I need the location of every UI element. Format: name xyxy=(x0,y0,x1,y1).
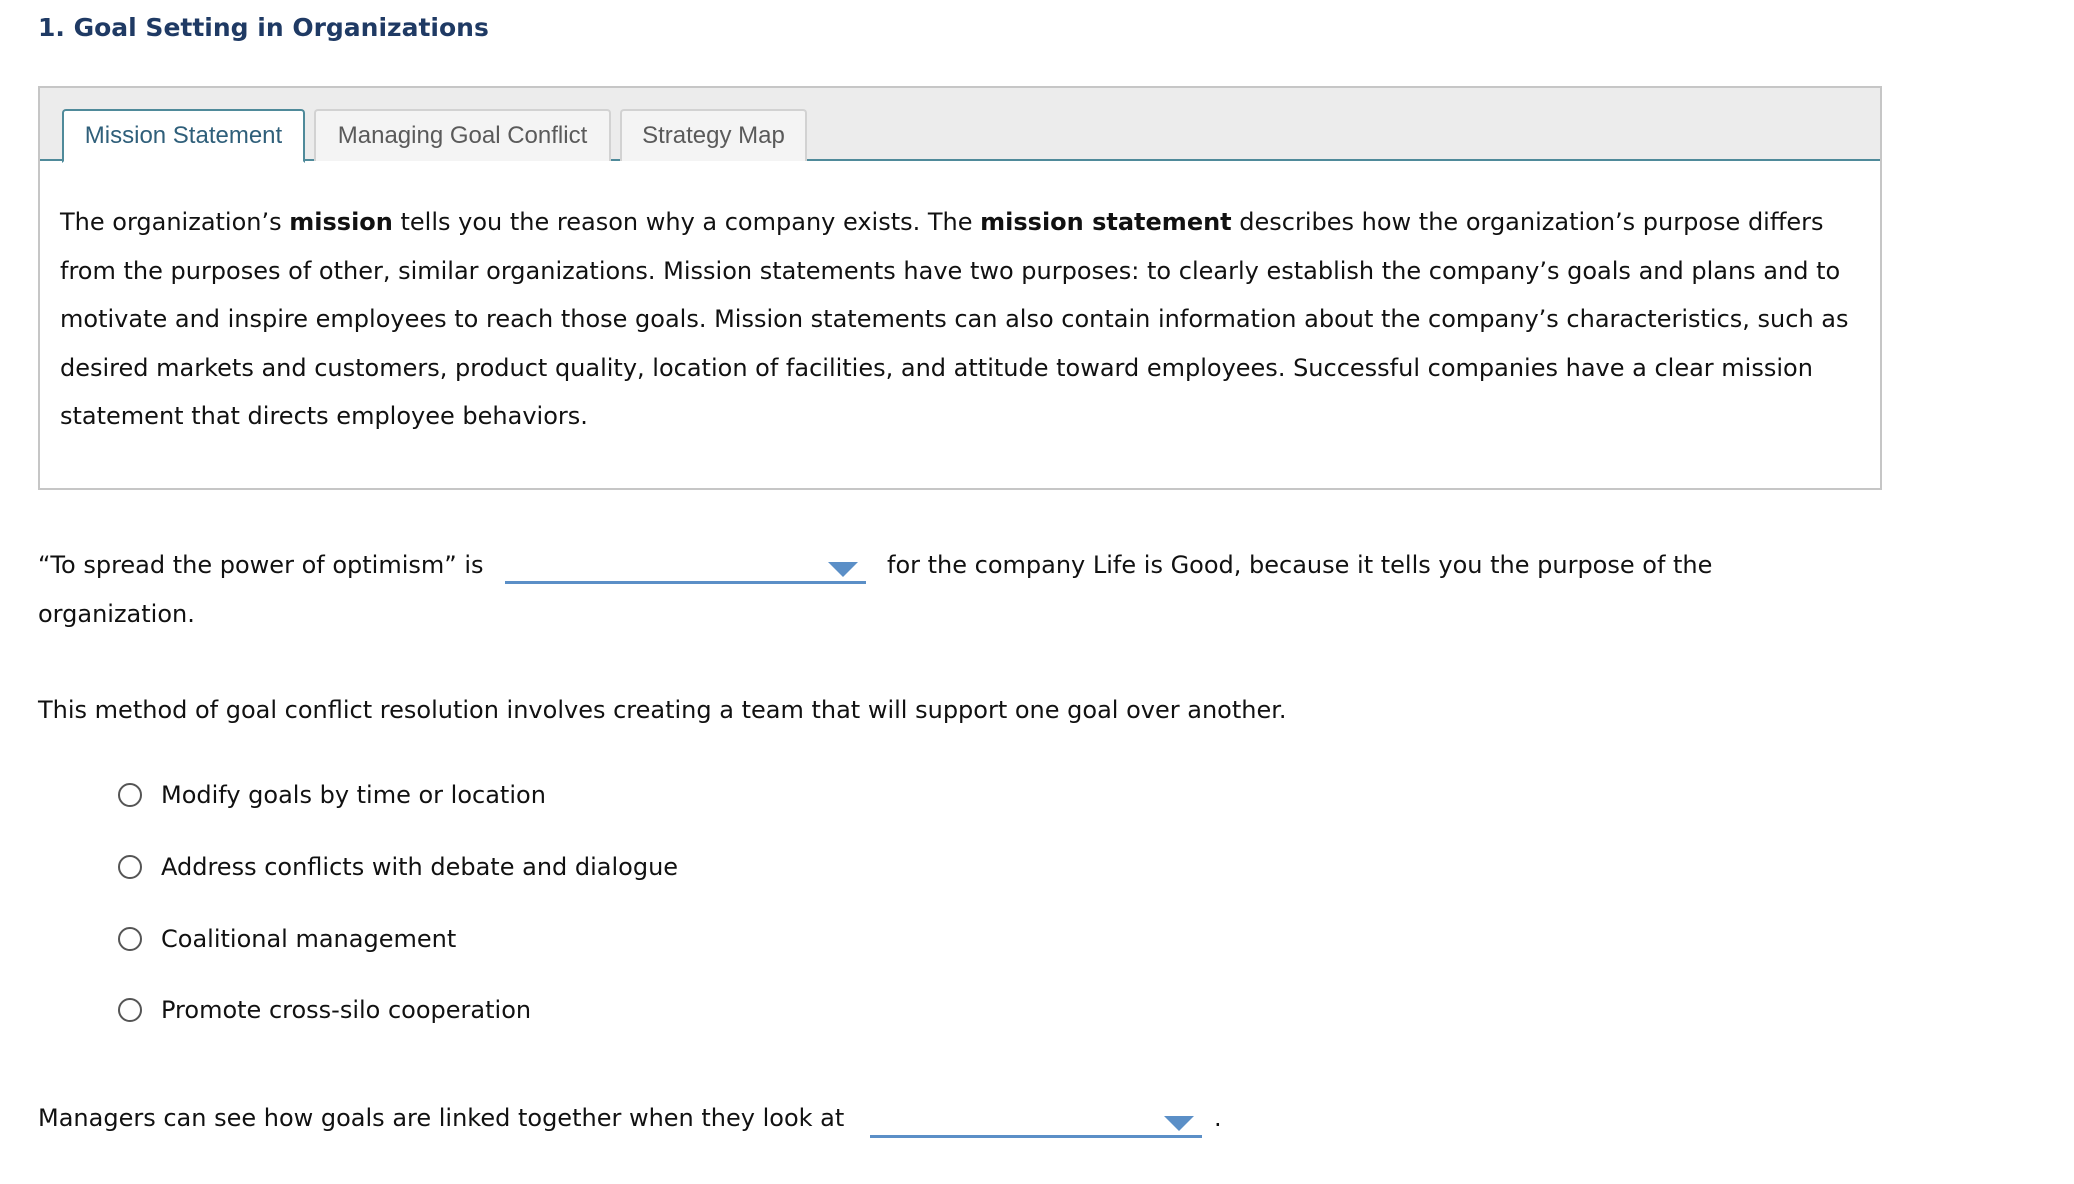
term-mission-statement: mission statement xyxy=(980,208,1232,236)
question3-dropdown[interactable] xyxy=(870,1104,1202,1138)
question1-dropdown[interactable] xyxy=(505,550,866,584)
radio-option-label: Modify goals by time or location xyxy=(161,781,546,809)
content-line-2: from the purposes of other, similar organizations. Mission statements have two purposes: to clearly establish the company’s goals and plans and to xyxy=(60,256,1841,285)
chevron-down-icon xyxy=(1164,1116,1194,1131)
content-line-3: motivate and inspire employees to reach those goals. Mission statements can also contain information about the company’s characteristics, such as xyxy=(60,305,1849,333)
question1-continuation: organization. xyxy=(38,600,195,628)
mission-statement-content xyxy=(60,198,1860,441)
page-title: 1. Goal Setting in Organizations xyxy=(38,13,489,42)
tab-mission-statement[interactable]: Mission Statement xyxy=(62,109,305,163)
tab-panel xyxy=(38,86,1882,490)
question3-prefix: Managers can see how goals are linked together when they look at xyxy=(38,1104,845,1132)
radio-unchecked-icon[interactable] xyxy=(118,998,142,1022)
radio-option-label: Coalitional management xyxy=(161,925,457,953)
tab-managing-goal-conflict[interactable]: Managing Goal Conflict xyxy=(314,109,611,161)
radio-unchecked-icon[interactable] xyxy=(118,855,142,879)
radio-unchecked-icon[interactable] xyxy=(118,927,142,951)
radio-option-label: Promote cross-silo cooperation xyxy=(161,996,532,1024)
content-line-4: desired markets and customers, product quality, location of facilities, and attitude toward employees. Successful companies have a clear mission xyxy=(60,353,1813,382)
tab-strategy-map[interactable]: Strategy Map xyxy=(620,109,807,161)
content-line-1: The organization’s mission tells you the reason why a company exists. The mission statement describes how the organization’s purpose differs xyxy=(60,208,1824,236)
chevron-down-icon xyxy=(828,562,858,577)
question3-suffix: . xyxy=(1214,1104,1222,1132)
content-line-5: statement that directs employee behaviors. xyxy=(60,402,588,430)
question2-prompt: This method of goal conflict resolution involves creating a team that will support one goal over another. xyxy=(38,696,1287,724)
tab-strip xyxy=(40,88,1880,161)
term-mission: mission xyxy=(289,208,393,236)
question1-suffix: for the company Life is Good, because it tells you the purpose of the xyxy=(887,551,1713,579)
radio-option-label: Address conflicts with debate and dialogue xyxy=(161,853,679,881)
radio-unchecked-icon[interactable] xyxy=(118,783,142,807)
question1-prefix: “To spread the power of optimism” is xyxy=(38,551,484,579)
